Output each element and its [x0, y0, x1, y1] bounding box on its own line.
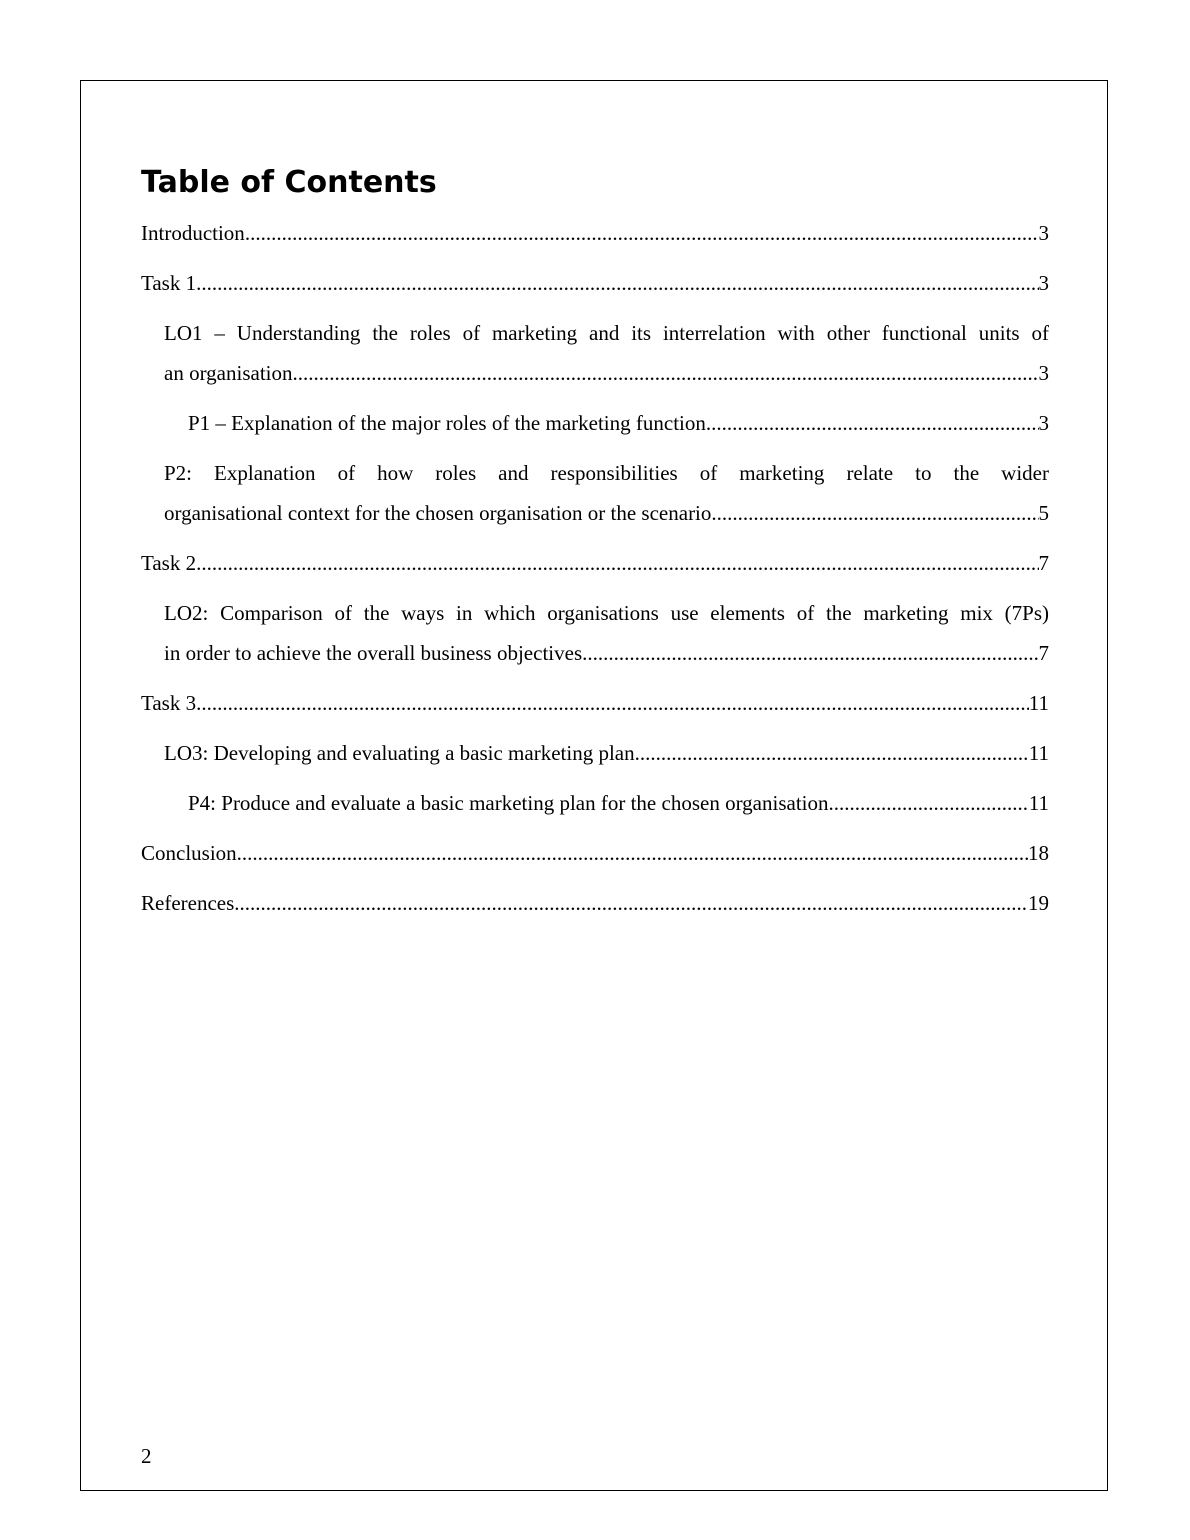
- toc-entry-task-1[interactable]: [141, 263, 1049, 303]
- toc-entry-page: 11: [1028, 691, 1049, 715]
- dot-leader: [711, 493, 1038, 533]
- toc-entry-text: Task 1: [141, 271, 197, 295]
- toc-entry-page: 3: [1038, 221, 1049, 245]
- toc-entry-text: Conclusion: [141, 841, 237, 865]
- toc-entry-text-line-2: organisational context for the chosen organisation or the scenario: [164, 501, 712, 525]
- toc-entry-page: 3: [1038, 271, 1049, 295]
- dot-leader: [706, 403, 1039, 443]
- dot-leader: [196, 683, 1029, 723]
- dot-leader: [196, 263, 1038, 303]
- dot-leader: [234, 883, 1028, 923]
- toc-entry-text: P1 – Explanation of the major roles of the marketing function: [188, 411, 706, 435]
- dot-leader: [635, 733, 1029, 773]
- toc-entry-introduction[interactable]: [141, 213, 1049, 253]
- toc-entry-page: 7: [1038, 641, 1049, 665]
- toc-entry-page: 7: [1038, 551, 1049, 575]
- table-of-contents: [141, 213, 1049, 933]
- toc-entry-page: 5: [1038, 501, 1049, 525]
- toc-entry-page: 11: [1028, 741, 1049, 765]
- toc-entry-page: 11: [1028, 791, 1049, 815]
- toc-entry-text: P4: Produce and evaluate a basic marketing plan for the chosen organisation: [188, 791, 829, 815]
- toc-heading: Table of Contents: [141, 165, 437, 200]
- toc-entry-lo1[interactable]: [141, 313, 1049, 393]
- toc-entry-page: 19: [1028, 891, 1049, 915]
- toc-entry-text: LO3: Developing and evaluating a basic marketing plan: [164, 741, 635, 765]
- toc-entry-lo3[interactable]: [141, 733, 1049, 773]
- toc-entry-p1[interactable]: [141, 403, 1049, 443]
- toc-entry-page: 3: [1038, 411, 1049, 435]
- toc-entry-p2[interactable]: [141, 453, 1049, 533]
- toc-entry-task-2[interactable]: [141, 543, 1049, 583]
- page-number: 2: [141, 1444, 152, 1468]
- toc-entry-conclusion[interactable]: [141, 833, 1049, 873]
- dot-leader: [245, 213, 1039, 253]
- toc-entry-references[interactable]: [141, 883, 1049, 923]
- dot-leader: [293, 353, 1039, 393]
- toc-entry-text-line-1: LO2: Comparison of the ways in which organisations use elements of the marketing mix (7Ps): [164, 601, 1049, 625]
- dot-leader: [829, 783, 1029, 823]
- toc-entry-text-line-1: P2: Explanation of how roles and responsibilities of marketing relate to the wider: [164, 461, 1049, 485]
- toc-entry-page: 18: [1028, 841, 1049, 865]
- dot-leader: [196, 543, 1038, 583]
- toc-entry-text: References: [141, 891, 235, 915]
- toc-entry-text: Task 2: [141, 551, 197, 575]
- dot-leader: [237, 833, 1028, 873]
- toc-entry-text-line-2: an organisation: [164, 361, 293, 385]
- dot-leader: [582, 633, 1038, 673]
- toc-entry-lo2[interactable]: [141, 593, 1049, 673]
- toc-entry-text-line-1: LO1 – Understanding the roles of marketing and its interrelation with other functional units of: [164, 321, 1049, 345]
- toc-entry-text-line-2: in order to achieve the overall business objectives: [164, 641, 583, 665]
- toc-entry-p4[interactable]: [141, 783, 1049, 823]
- toc-entry-page: 3: [1038, 361, 1049, 385]
- toc-entry-text: Introduction: [141, 221, 245, 245]
- toc-entry-text: Task 3: [141, 691, 197, 715]
- toc-entry-task-3[interactable]: [141, 683, 1049, 723]
